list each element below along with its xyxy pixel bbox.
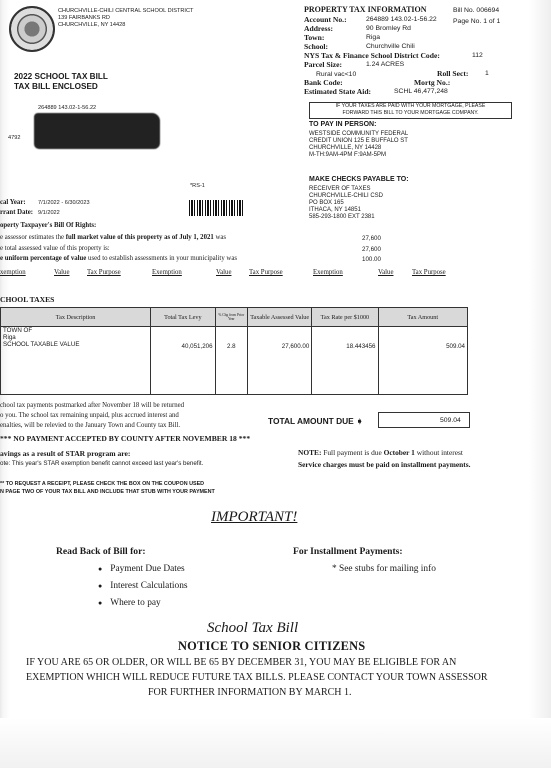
- rights-line3: e uniform percentage of value used to establish assessments in your municipality was: [0, 255, 237, 262]
- state-aid-label: Estimated State Aid:: [304, 87, 372, 96]
- checks-line5: 585-293-1800 EXT 2381: [309, 214, 375, 220]
- parcel-value: 1.24 ACRES: [366, 61, 405, 68]
- postmark-line3: enalties, will be relevied to the January Town and County tax Bill.: [0, 422, 181, 429]
- tax-amount-cell: 509.04: [378, 327, 468, 395]
- senior-notice-line1: IF YOU ARE 65 OR OLDER, OR WILL BE 65 BY DECEMBER 31, YOU MAY BE ELIGIBLE FOR AN: [26, 657, 457, 668]
- star-savings-label: avings as a result of STAR program are:: [0, 449, 131, 458]
- school-tax-bill-title: School Tax Bill: [207, 620, 299, 636]
- checks-line4: ITHACA, NY 14851: [309, 207, 361, 213]
- exemption-value-col-3: Value: [378, 269, 394, 276]
- roll-section-value: 1: [485, 70, 489, 77]
- town-label: Town:: [304, 33, 325, 42]
- bill-number: Bill No. 006694: [453, 7, 500, 14]
- exemption-value-col-1: Value: [54, 269, 70, 276]
- district-seal: [9, 6, 55, 52]
- bank-code-label: Bank Code:: [304, 78, 343, 87]
- arrow-right-icon: ➧: [356, 416, 364, 426]
- rs-code: *RS-1: [190, 183, 205, 189]
- col-total-tax-levy: Total Tax Levy: [151, 308, 215, 327]
- col-tax-rate: Tax Rate per $1000: [312, 308, 378, 327]
- district-address1: 139 FAIRBANKS RD: [58, 15, 110, 21]
- school-taxes-heading: CHOOL TAXES: [0, 295, 55, 304]
- pay-in-person-line4: M-TH:9AM-4PM F:9AM-5PM: [309, 152, 387, 158]
- tax-rate-cell: 18.443456: [312, 327, 378, 395]
- town-value: Riga: [366, 34, 380, 41]
- rights-line2-value: 27,600: [362, 246, 381, 253]
- col-tax-description: Tax Description: [1, 308, 151, 327]
- fiscal-year-value: 7/1/2022 - 6/30/2023: [38, 200, 90, 206]
- recipient-parcel: 264889 143.02-1-56.22: [38, 105, 97, 111]
- senior-notice-line3: FOR FURTHER INFORMATION BY MARCH 1.: [148, 687, 352, 698]
- tax-description-cell: [1, 327, 151, 395]
- checks-line3: PO BOX 165: [309, 200, 344, 206]
- address-label: Address:: [304, 24, 333, 33]
- account-label: Account No.:: [304, 15, 347, 24]
- account-value: 264889 143.02-1-56.22: [366, 16, 437, 23]
- rights-line1: e assessor estimates the full market value of this property as of July 1, 2021 was: [0, 234, 227, 241]
- roll-section-label: Roll Sect:: [437, 69, 469, 78]
- star-note: ote: This year's STAR exemption benefit cannot exceed last year's benefit.: [0, 460, 204, 467]
- pay-in-person-line3: CHURCHVILLE, NY 14428: [309, 145, 382, 151]
- school-label: School:: [304, 42, 329, 51]
- checks-heading: MAKE CHECKS PAYABLE TO:: [309, 176, 409, 183]
- read-back-item: ● Payment Due Dates: [98, 564, 185, 574]
- school-taxes-table: [0, 307, 468, 395]
- percent-change-cell: 2.8: [215, 327, 248, 395]
- exemption-col-2: Exemption: [152, 269, 182, 276]
- service-charges-note: Service charges must be paid on installment payments.: [298, 460, 471, 469]
- exemption-col-1: xemption: [0, 269, 26, 276]
- school-value: Churchville Chili: [366, 43, 415, 50]
- mortgage-notice-box: [309, 102, 512, 119]
- postmark-line2: o you. The school tax remaining unpaid, plus accrued interest and: [0, 412, 179, 419]
- important-heading: IMPORTANT!: [211, 509, 298, 525]
- pay-in-person-line1: WESTSIDE COMMUNITY FEDERAL: [309, 131, 409, 137]
- mortgage-notice-line2: FORWARD THIS BILL TO YOUR MORTGAGE COMPANY.: [342, 109, 479, 116]
- total-due-label: TOTAL AMOUNT DUE ➧: [268, 416, 364, 426]
- swis-value: 112: [472, 52, 483, 59]
- rights-heading: operty Taxpayer's Bill Of Rights:: [0, 222, 97, 229]
- parcel-label: Parcel Size:: [304, 60, 343, 69]
- mortgage-notice-line1: IF YOUR TAXES ARE PAID WITH YOUR MORTGAGE, PLEASE: [335, 103, 486, 109]
- warrant-date-value: 9/1/2022: [38, 210, 60, 216]
- pay-in-person-heading: TO PAY IN PERSON:: [309, 121, 377, 128]
- recipient-number: 4792: [8, 135, 21, 141]
- rights-line1-value: 27,600: [362, 235, 381, 242]
- exemption-purpose-col-1: Tax Purpose: [87, 269, 121, 276]
- pay-in-person-line2: CREDIT UNION 125 E BUFFALO ST: [309, 138, 408, 144]
- mortgage-number-label: Mortg No.:: [414, 78, 451, 87]
- read-back-item: ● Interest Calculations: [98, 581, 188, 591]
- exemption-col-3: Exemption: [313, 269, 343, 276]
- exemption-value-col-2: Value: [216, 269, 232, 276]
- tax-description-line1: TOWN OF: [3, 327, 33, 334]
- address-value: 90 Bromley Rd: [366, 25, 411, 32]
- district-name: CHURCHVILLE-CHILI CENTRAL SCHOOL DISTRICT: [58, 8, 194, 14]
- property-class: Rural vac<10: [316, 71, 357, 78]
- col-percent-change: % Chg from Prior Year: [215, 308, 248, 327]
- table-row: [1, 327, 468, 395]
- barcode: [189, 200, 244, 216]
- warrant-date-label: rrant Date:: [0, 209, 34, 216]
- rights-line3-value: 100.00: [362, 256, 381, 263]
- exemption-purpose-col-3: Tax Purpose: [412, 269, 446, 276]
- tax-description-line2: Riga: [3, 334, 16, 341]
- postmark-line1: chool tax payments postmarked after November 18 will be returned: [0, 402, 185, 409]
- read-back-item: ● Where to pay: [98, 598, 161, 608]
- payment-note: NOTE: Full payment is due October 1 without interest: [298, 448, 463, 457]
- installment-heading: For Installment Payments:: [293, 546, 403, 557]
- taxable-assessed-cell: 27,600.00: [248, 327, 312, 395]
- read-back-heading: Read Back of Bill for:: [56, 546, 146, 557]
- bill-title: 2022 SCHOOL TAX BILL: [14, 72, 108, 81]
- rights-line2: e total assessed value of this property is:: [0, 245, 110, 252]
- state-aid-value: SCHL 46,477,248: [394, 88, 448, 95]
- tax-description-line3: SCHOOL TAXABLE VALUE: [3, 341, 80, 348]
- total-due-value: 509.04: [440, 417, 461, 424]
- redacted-recipient: [34, 113, 160, 149]
- fiscal-year-label: cal Year:: [0, 199, 26, 206]
- senior-notice-line2: EXEMPTION WHICH WILL REDUCE FUTURE TAX BILLS. PLEASE CONTACT YOUR TOWN ASSESSOR: [26, 672, 488, 683]
- col-tax-amount: Tax Amount: [378, 308, 468, 327]
- checks-line1: RECEIVER OF TAXES: [309, 186, 371, 192]
- exemption-purpose-col-2: Tax Purpose: [249, 269, 283, 276]
- senior-notice-heading: NOTICE TO SENIOR CITIZENS: [178, 639, 366, 653]
- page-shadow: [0, 718, 551, 768]
- no-payment-notice: *** NO PAYMENT ACCEPTED BY COUNTY AFTER NOVEMBER 18 ***: [0, 434, 251, 443]
- checks-line2: CHURCHVILLE-CHILI CSD: [309, 193, 384, 199]
- swis-label: NYS Tax & Finance School District Code:: [304, 51, 440, 60]
- receipt-line2: N PAGE TWO OF YOUR TAX BILL AND INCLUDE THAT STUB WITH YOUR PAYMENT: [0, 489, 215, 495]
- total-tax-levy-cell: 40,051,206: [151, 327, 215, 395]
- bill-subtitle: TAX BILL ENCLOSED: [14, 82, 98, 91]
- receipt-line1: ** TO REQUEST A RECEIPT, PLEASE CHECK THE BOX ON THE COUPON USED: [0, 481, 205, 487]
- info-heading: PROPERTY TAX INFORMATION: [304, 5, 427, 14]
- district-address2: CHURCHVILLE, NY 14428: [58, 22, 126, 28]
- table-header-row: [1, 308, 468, 327]
- col-taxable-assessed: Taxable Assessed Value: [248, 308, 312, 327]
- installment-text: * See stubs for mailing info: [332, 564, 436, 574]
- page-number: Page No. 1 of 1: [453, 18, 501, 25]
